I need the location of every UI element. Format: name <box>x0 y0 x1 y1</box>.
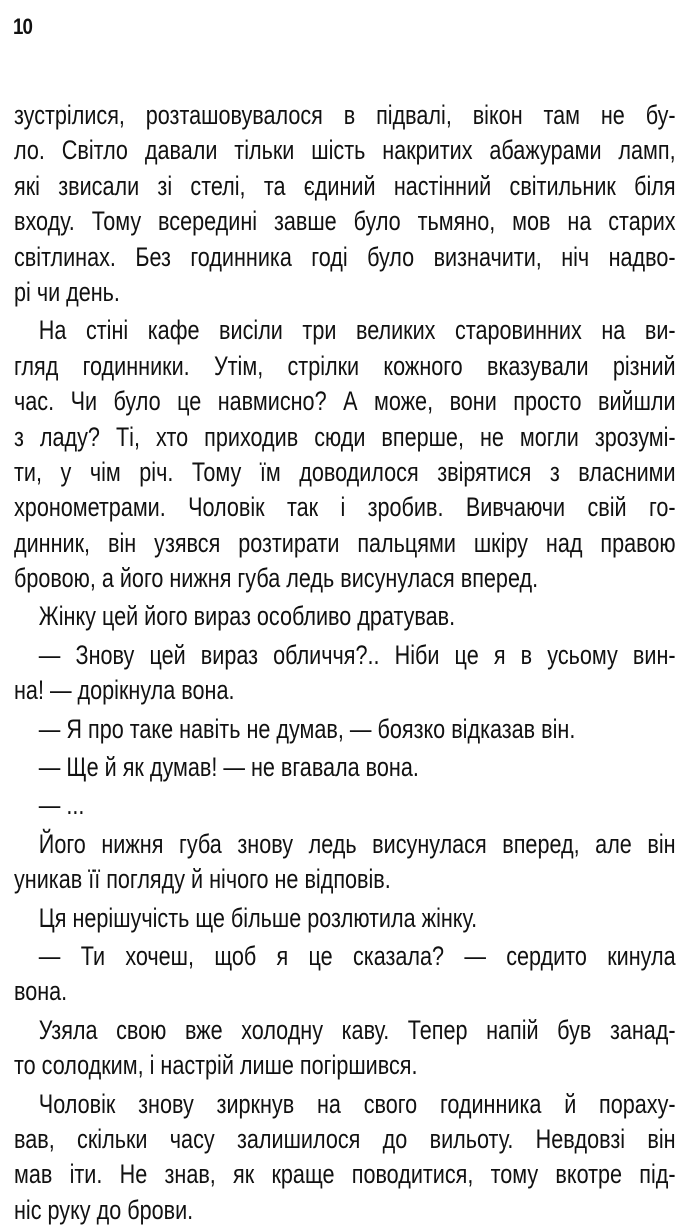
paragraph <box>14 750 676 785</box>
text-line: ло. Світло давали тільки шість накритих абажурами ламп, <box>14 135 676 166</box>
paragraph <box>14 1087 676 1228</box>
text-line: — ... <box>38 790 85 821</box>
text-line: входу. Тому всередині завше було тьмяно, мов на старих <box>14 206 676 237</box>
paragraph <box>14 313 676 596</box>
text-line: Ця нерішучість ще більше розлютила жінку. <box>38 902 478 933</box>
text-line: гляд годинники. Утім, стрілки кожного вказували різний <box>14 350 676 381</box>
text-line: час. Чи було це навмисно? А може, вони просто вийшли <box>14 386 676 417</box>
text-line: ти, у чім річ. Тому їм доводилося звірятися з власними <box>14 456 676 487</box>
page-number: 10 <box>13 14 33 39</box>
text-line: рі чи день. <box>14 276 120 307</box>
paragraph <box>14 599 676 634</box>
text-line: Узяла свою вже холодну каву. Тепер напій був занад- <box>38 1014 676 1045</box>
text-line: уникав її погляду й нічого не відповів. <box>14 864 391 895</box>
text-line: Чоловік знову зиркнув на свого годинника й пораху- <box>38 1088 676 1119</box>
paragraph <box>14 827 676 898</box>
paragraph <box>14 712 676 747</box>
text-line: мав іти. Не знав, як краще поводитися, тому вкотре під- <box>14 1159 676 1190</box>
text-line: хронометрами. Чоловік так і зробив. Вивчаючи свій го- <box>14 492 676 523</box>
text-line: ніс руку до брови. <box>14 1194 194 1225</box>
paragraph <box>14 939 676 1010</box>
text-line: з ладу? Ті, хто приходив сюди вперше, не могли зрозумі- <box>14 421 676 452</box>
text-line: то солодким, і настрій лише погіршився. <box>14 1050 418 1081</box>
text-line: бровою, а його нижня губа ледь висунулася вперед. <box>14 563 539 594</box>
paragraph <box>14 788 676 823</box>
paragraph <box>14 638 676 709</box>
text-line: динник, він узявся розтирати пальцями шкіру над правою <box>14 527 676 558</box>
text-line: вав, скільки часу залишилося до вильоту. Невдовзі він <box>14 1123 676 1154</box>
text-line: — Ти хочеш, щоб я це сказала? — сердито кинула <box>38 940 676 971</box>
text-line: зустрілися, розташовувалося в підвалі, вікон там не бу- <box>14 100 676 130</box>
text-line: Його нижня губа знову ледь висунулася вперед, але він <box>38 828 676 859</box>
text-line: вона. <box>14 976 68 1007</box>
text-line: які звисали зі стелі, та єдиний настінний світильник біля <box>14 170 676 201</box>
text-line: — Знову цей вираз обличчя?.. Ніби це я в усьому вин- <box>38 639 676 670</box>
paragraph <box>14 98 676 310</box>
text-line: на! — дорікнула вона. <box>14 675 235 706</box>
text-line: Жінку цей його вираз особливо дратував. <box>38 601 456 632</box>
text-line: — Я про таке навіть не думав, — боязко відказав він. <box>38 713 576 744</box>
text-line: світлинах. Без годинника годі було визначити, ніч надво- <box>14 241 676 272</box>
body-text <box>14 98 676 1228</box>
text-line: На стіні кафе висіли три великих старовинних на ви- <box>38 315 676 346</box>
paragraph <box>14 901 676 936</box>
text-line: — Ще й як думав! — не вгавала вона. <box>38 752 419 783</box>
paragraph <box>14 1013 676 1084</box>
